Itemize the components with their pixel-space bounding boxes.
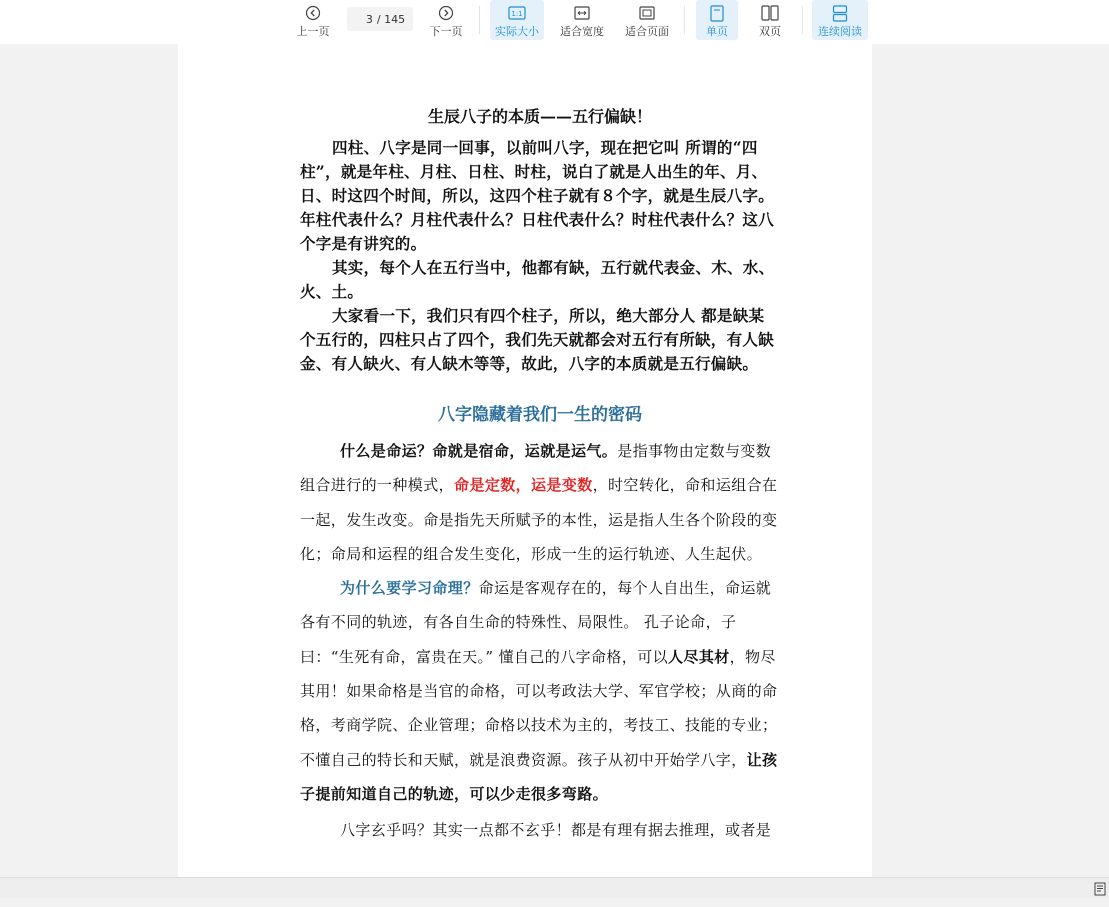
toolbar-divider [479, 6, 480, 34]
paragraph-2: 其实，每个人在五行当中，他都有缺，五行就代表金、木、水、火、土。 [300, 258, 775, 301]
document-page [178, 44, 872, 877]
double-page-label: 双页 [759, 25, 781, 38]
emphasis-text: 人尽其材 [668, 647, 730, 666]
body-text: ，物尽其用！如果命格是当官的命格，可以考政法大学、军官学校；从商的命格，考商学院、企业管理；命格以技术为主的，考技工、技能的专业；不懂自己的特长和天赋，就是浪费资源。孩子从初中开始学八字， [300, 647, 778, 769]
page-total: / 145 [376, 12, 406, 26]
fit-page-button[interactable] [622, 0, 672, 40]
single-page-label: 单页 [706, 25, 728, 38]
section-title-1: 生辰八子的本质——五行偏缺！ [427, 107, 652, 126]
status-bar [0, 877, 1109, 898]
continuous-reading-button[interactable] [812, 0, 868, 40]
toolbar-divider [684, 6, 685, 34]
body-text: 是指事物由定数与变数组合进行的一种模式， [300, 442, 772, 495]
paragraph-1: 四柱、八字是同一回事，以前叫八字，现在把它叫 所谓的“四柱”，就是年柱、月柱、日柱、时柱，说白了就是人出生的年、月、日、时这四个时间，所以，这四个柱子就有８个字，就是生辰八字。年柱代表什么？月柱代表什么？日柱代表什么？时柱代表什么？这八个字是有讲究的。 [300, 138, 775, 253]
double-page-button[interactable] [750, 0, 790, 40]
body-text: 命运是客观存在的，每个人自出生，命运就各有不同的轨迹，有各自生命的特殊性、局限性。 孔子论命，子曰：“生死有命，富贵在天。” 懂自己的八字命格，可以 [300, 579, 772, 666]
body-text: ，时空转化，命和运组合在一起，发生改变。命是指先天所赋予的本性，运是指人生各个阶段的变化；命局和运程的组合发生变化，形成一生的运行轨迹、人生起伏。 [300, 476, 778, 563]
page-content [300, 106, 780, 848]
double-page-icon [761, 4, 779, 22]
fit-width-icon [574, 4, 590, 22]
actual-size-icon [508, 4, 526, 22]
toolbar-divider [802, 6, 803, 34]
highlight-red-text: 命是定数，运是变数 [454, 476, 593, 495]
next-page-label: 下一页 [429, 25, 463, 38]
actual-size-button[interactable] [490, 0, 544, 40]
section-title-2: 八字隐藏着我们一生的密码 [438, 405, 642, 425]
actual-size-label: 实际大小 [495, 25, 539, 38]
emphasis-text: 什么是命运？命就是宿命，运就是运气。 [340, 442, 618, 460]
emphasis-text: 让孩子提前知道自己的轨迹，可以少走很多弯路。 [300, 750, 778, 803]
paragraph-4 [300, 434, 780, 571]
svg-text:1:1: 1:1 [511, 10, 523, 18]
continuous-reading-icon [832, 4, 848, 22]
highlight-blue-text: 为什么要学习命理？ [340, 579, 479, 598]
paragraph-6: 八字玄乎吗？其实一点都不玄乎！都是有理有据去推理，或者是 [340, 821, 772, 840]
paragraph-3: 大家看一下，我们只有四个柱子，所以，绝大部分人 都是缺某个五行的，四柱只占了四个，我们先天就都会对五行有所缺，有人缺金、有人缺火、有人缺木等等，故此，八字的本质就是五行偏缺。 [300, 306, 775, 373]
page-number-input[interactable] [355, 13, 373, 26]
page-thumbnail-icon[interactable] [1093, 881, 1107, 895]
single-page-button[interactable] [696, 0, 738, 40]
page-indicator [347, 7, 413, 31]
prev-page-label: 上一页 [296, 25, 330, 38]
toolbar [0, 0, 1109, 44]
paragraph-5 [300, 571, 780, 811]
continuous-reading-label: 连续阅读 [818, 25, 862, 38]
fit-width-button[interactable] [557, 0, 607, 40]
fit-page-label: 适合页面 [625, 25, 669, 38]
fit-page-icon [639, 4, 655, 22]
chevron-right-icon [438, 4, 454, 22]
fit-width-label: 适合宽度 [560, 25, 604, 38]
single-page-icon [710, 4, 724, 22]
next-page-button[interactable] [425, 0, 467, 40]
prev-page-button[interactable] [292, 0, 334, 40]
chevron-left-icon [305, 4, 321, 22]
